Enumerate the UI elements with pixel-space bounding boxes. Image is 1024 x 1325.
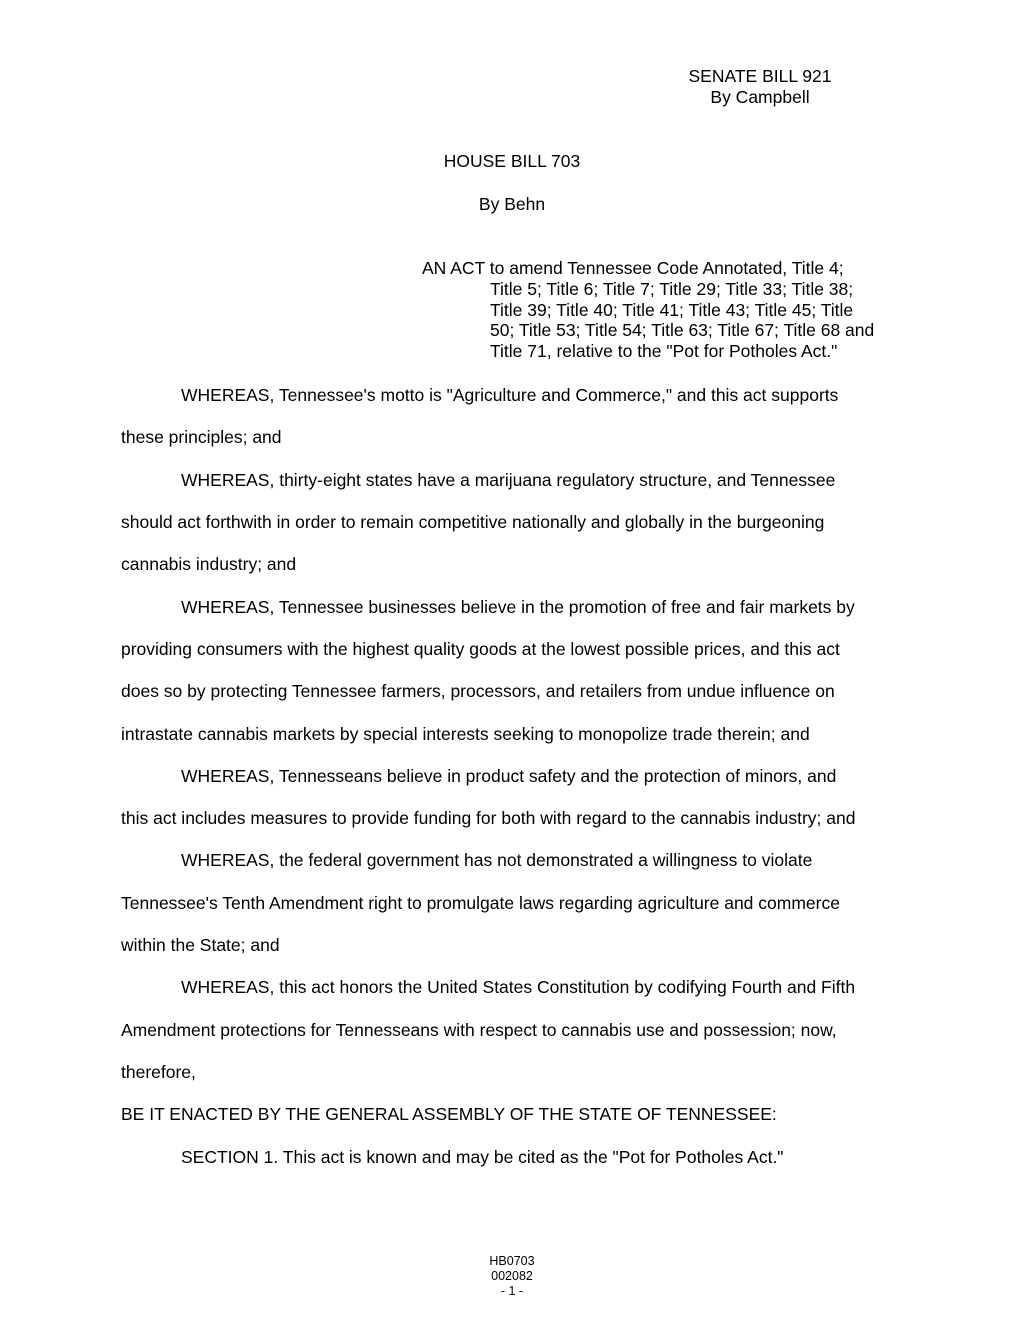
whereas-2-line: cannabis industry; and (121, 554, 297, 574)
whereas-3-line: does so by protecting Tennessee farmers, processors, and retailers from undue influence on (121, 681, 835, 701)
whereas-3-line: intrastate cannabis markets by special interests seeking to monopolize trade therein; and (121, 724, 810, 744)
section-1: SECTION 1. This act is known and may be cited as the "Pot for Potholes Act." (181, 1147, 784, 1167)
whereas-2-line: WHEREAS, thirty-eight states have a marijuana regulatory structure, and Tennessee (181, 470, 836, 490)
caption-line: Title 71, relative to the "Pot for Potholes Act." (490, 341, 838, 362)
footer-bill-code: HB0703 (489, 1254, 535, 1268)
whereas-1-line: these principles; and (121, 427, 282, 447)
whereas-4-line: this act includes measures to provide funding for both with regard to the cannabis industry; and (121, 808, 856, 828)
whereas-2-line: should act forthwith in order to remain competitive nationally and globally in the burgeoning (121, 512, 825, 532)
whereas-4-line: WHEREAS, Tennesseans believe in product safety and the protection of minors, and (181, 766, 837, 786)
senate-bill-number: SENATE BILL 921 (688, 66, 832, 86)
act-caption (422, 258, 874, 362)
caption-line: Title 5; Title 6; Title 7; Title 29; Title 33; Title 38; (490, 278, 854, 299)
whereas-5-line: Tennessee's Tenth Amendment right to promulgate laws regarding agriculture and commerce (121, 893, 840, 913)
whereas-6-line: WHEREAS, this act honors the United States Constitution by codifying Fourth and Fifth (181, 977, 856, 997)
senate-bill-sponsor: By Campbell (710, 87, 810, 107)
caption-line: Title 39; Title 40; Title 41; Title 43; Title 45; Title (490, 299, 854, 320)
house-bill-number: HOUSE BILL 703 (443, 151, 581, 171)
footer-doc-number: 002082 (491, 1269, 533, 1283)
senate-bill-header (600, 66, 920, 108)
whereas-3-line: providing consumers with the highest quality goods at the lowest possible prices, and this act (121, 639, 840, 659)
house-bill-sponsor: By Behn (478, 194, 546, 214)
whereas-3-line: WHEREAS, Tennessee businesses believe in the promotion of free and fair markets by (181, 597, 855, 617)
whereas-5-line: within the State; and (121, 935, 280, 955)
whereas-6-line: therefore, (121, 1062, 196, 1082)
enacting-clause: BE IT ENACTED BY THE GENERAL ASSEMBLY OF THE STATE OF TENNESSEE: (121, 1104, 777, 1124)
footer-page-number: - 1 - (500, 1284, 524, 1298)
whereas-5-line: WHEREAS, the federal government has not demonstrated a willingness to violate (181, 850, 813, 870)
page-footer (412, 1254, 612, 1299)
whereas-1-line: WHEREAS, Tennessee's motto is "Agriculture and Commerce," and this act supports (181, 385, 839, 405)
caption-line: AN ACT to amend Tennessee Code Annotated, Title 4; (422, 258, 844, 278)
whereas-6-line: Amendment protections for Tennesseans with respect to cannabis use and possession; now, (121, 1020, 837, 1040)
caption-line: 50; Title 53; Title 54; Title 63; Title 67; Title 68 and (490, 320, 875, 341)
